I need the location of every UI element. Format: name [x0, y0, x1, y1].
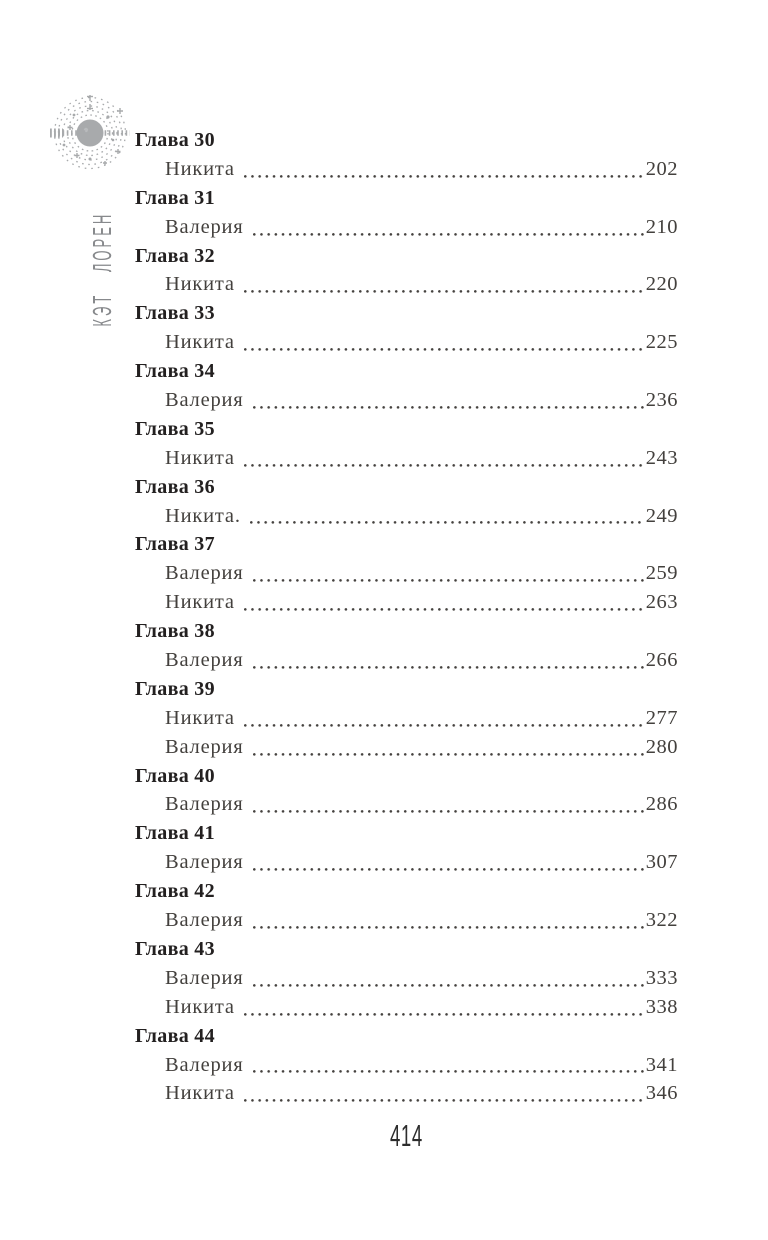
entry-character-name: Валерия: [165, 389, 244, 412]
dot-leader: [244, 289, 645, 293]
toc-entry: [135, 270, 678, 299]
chapter-heading: Глава 40: [135, 764, 215, 787]
dot-leader: [244, 607, 645, 611]
toc-entry: [135, 1051, 678, 1080]
chapter-heading: Глава 34: [135, 360, 215, 383]
dot-leader: [244, 1012, 645, 1016]
entry-character-name: Никита: [165, 446, 235, 469]
toc-entry: [135, 993, 678, 1022]
chapter-heading: Глава 41: [135, 822, 215, 845]
entry-page-number: 243: [645, 446, 678, 469]
dot-leader: [253, 867, 645, 871]
entry-page-number: 322: [645, 909, 678, 932]
dot-leader: [253, 232, 645, 236]
table-of-contents: [135, 126, 678, 1108]
publisher-emblem-icon: [50, 93, 130, 173]
chapter-heading: Глава 39: [135, 677, 215, 700]
toc-entry: [135, 906, 678, 935]
entry-character-name: Валерия: [165, 966, 244, 989]
entry-character-name: Никита: [165, 157, 235, 180]
page-number: 414: [390, 1118, 423, 1153]
toc-entry: [135, 848, 678, 877]
toc-entry: [135, 1079, 678, 1108]
toc-entry: [135, 155, 678, 184]
entry-character-name: Валерия: [165, 1053, 244, 1076]
entry-character-name: Валерия: [165, 851, 244, 874]
entry-character-name: Никита: [165, 995, 235, 1018]
entry-page-number: 341: [645, 1053, 678, 1076]
entry-character-name: Валерия: [165, 215, 244, 238]
entry-character-name: Никита: [165, 1082, 235, 1105]
entry-page-number: 333: [645, 966, 678, 989]
dot-leader: [244, 347, 645, 351]
entry-character-name: Валерия: [165, 909, 244, 932]
dot-leader: [244, 723, 645, 727]
entry-character-name: Валерия: [165, 649, 244, 672]
chapter-heading: Глава 37: [135, 533, 215, 556]
entry-page-number: 225: [645, 331, 678, 354]
author-vertical-label: [86, 189, 117, 349]
dot-leader: [253, 578, 645, 582]
dot-leader: [253, 983, 645, 987]
toc-entry: [135, 704, 678, 733]
entry-character-name: Никита: [165, 331, 235, 354]
dot-leader: [244, 463, 645, 467]
entry-page-number: 338: [645, 995, 678, 1018]
entry-page-number: 236: [645, 389, 678, 412]
entry-page-number: 307: [645, 851, 678, 874]
toc-entry: [135, 646, 678, 675]
entry-character-name: Валерия: [165, 562, 244, 585]
dot-leader: [253, 405, 645, 409]
toc-entry: [135, 733, 678, 762]
chapter-heading: Глава 32: [135, 244, 215, 267]
chapter-heading: Глава 31: [135, 186, 215, 209]
dot-leader: [244, 1098, 645, 1102]
entry-page-number: 259: [645, 562, 678, 585]
entry-page-number: 210: [645, 215, 678, 238]
chapter-heading: Глава 38: [135, 620, 215, 643]
author-name-text: КЭТ ЛОРЕН: [86, 211, 117, 327]
toc-entry: [135, 964, 678, 993]
chapter-heading: Глава 33: [135, 302, 215, 325]
folio: [135, 1118, 678, 1154]
toc-entry: [135, 588, 678, 617]
toc-entry: [135, 790, 678, 819]
entry-character-name: Валерия: [165, 793, 244, 816]
chapter-heading: Глава 44: [135, 1024, 215, 1047]
dot-leader: [253, 665, 645, 669]
dot-leader: [253, 1069, 645, 1073]
entry-page-number: 286: [645, 793, 678, 816]
entry-character-name: Никита.: [165, 504, 241, 527]
entry-character-name: Никита: [165, 273, 235, 296]
entry-page-number: 249: [645, 504, 678, 527]
entry-page-number: 263: [645, 591, 678, 614]
dot-leader: [250, 520, 645, 524]
entry-character-name: Валерия: [165, 735, 244, 758]
entry-page-number: 277: [645, 706, 678, 729]
chapter-heading: Глава 30: [135, 129, 215, 151]
toc-entry: [135, 502, 678, 531]
chapter-heading: Глава 35: [135, 417, 215, 440]
chapter-heading: Глава 43: [135, 937, 215, 960]
entry-page-number: 266: [645, 649, 678, 672]
entry-page-number: 220: [645, 273, 678, 296]
toc-entry: [135, 444, 678, 473]
entry-page-number: 280: [645, 735, 678, 758]
dot-leader: [253, 809, 645, 813]
toc-entry: [135, 328, 678, 357]
toc-entry: [135, 213, 678, 242]
entry-page-number: 202: [645, 157, 678, 180]
entry-character-name: Никита: [165, 591, 235, 614]
toc-entry: [135, 559, 678, 588]
entry-page-number: 346: [645, 1082, 678, 1105]
dot-leader: [253, 925, 645, 929]
toc-entry: [135, 386, 678, 415]
dot-leader: [253, 752, 645, 756]
entry-character-name: Никита: [165, 706, 235, 729]
chapter-heading: Глава 36: [135, 475, 215, 498]
dot-leader: [244, 174, 645, 178]
chapter-heading: Глава 42: [135, 880, 215, 903]
